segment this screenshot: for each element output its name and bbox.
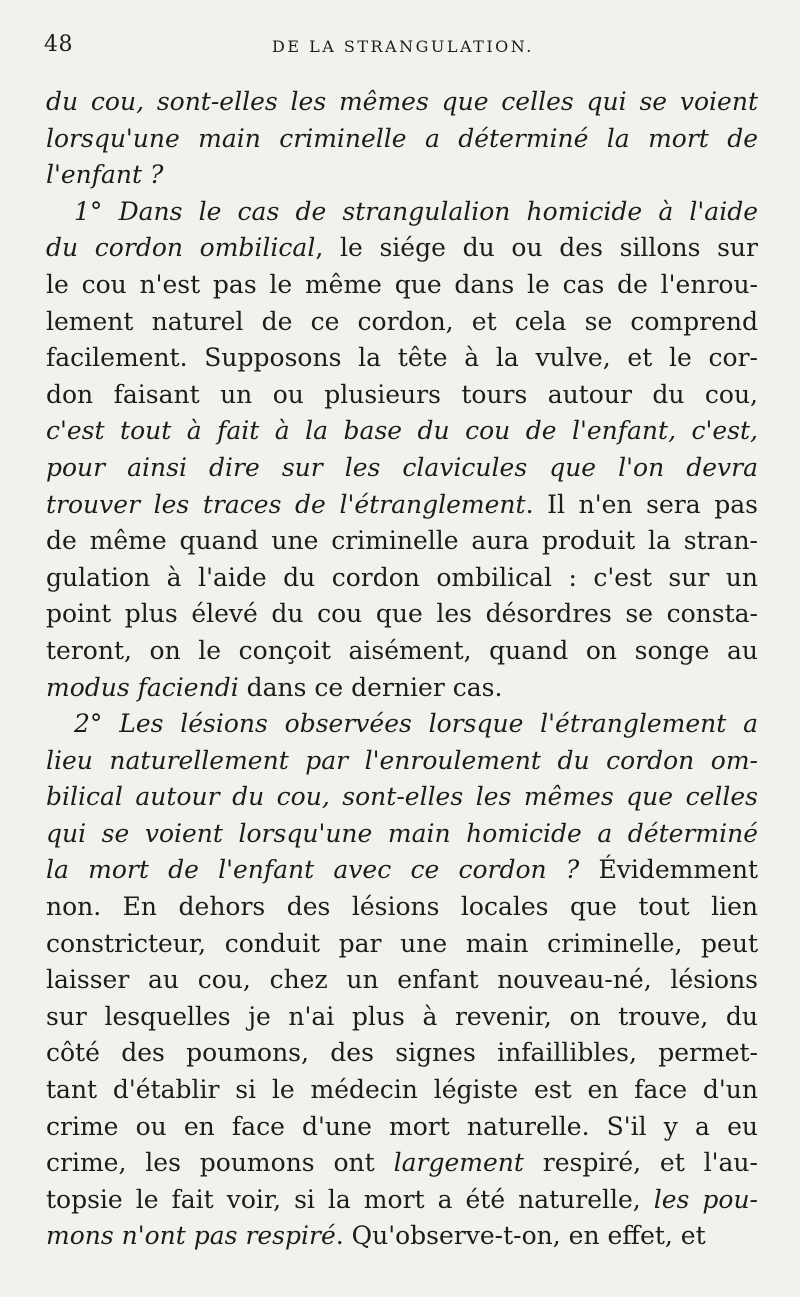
text-line: [46, 962, 758, 999]
text-run: lement naturel de ce cordon, et cela se comprend: [46, 306, 758, 336]
page-number: 48: [44, 32, 73, 57]
text-line: [46, 267, 758, 304]
text-line: [46, 889, 758, 926]
text-line: [46, 450, 758, 487]
text-run: sur lesquelles je n'ai plus à revenir, on trouve, du: [46, 1001, 758, 1031]
italic-run: largement: [393, 1148, 524, 1178]
text-run: , le siége du ou des sillons sur: [315, 233, 758, 263]
italic-run: l'enfant ?: [46, 160, 164, 190]
paragraph: [46, 706, 758, 1255]
text-run: dans ce dernier cas.: [238, 672, 503, 702]
italic-run: du cordon ombilical: [46, 233, 316, 263]
text-run: . Il n'en sera pas: [525, 489, 758, 519]
text-line: [46, 121, 758, 158]
italic-run: modus faciendi: [46, 672, 239, 702]
text-run: gulation à l'aide du cordon ombilical : c'est sur un: [46, 562, 758, 592]
text-line: [46, 670, 758, 707]
paragraph: [46, 84, 758, 194]
text-run: . Qu'observe-t-on, en effet, et: [335, 1221, 706, 1251]
text-line: [46, 157, 758, 194]
text-run: crime ou en face d'une mort naturelle. S'il y a eu: [46, 1111, 758, 1141]
italic-run: lieu naturellement par l'enroulement du cordon om-: [46, 745, 758, 775]
text-line: [46, 816, 758, 853]
italic-run: c'est tout à fait à la base du cou de l'enfant, c'est,: [46, 416, 758, 446]
italic-run: bilical autour du cou, sont-elles les mêmes que celles: [46, 782, 758, 812]
text-run: don faisant un ou plusieurs tours autour du cou,: [46, 379, 758, 409]
text-run: côté des poumons, des signes infaillibles, permet-: [46, 1038, 758, 1068]
italic-run: la mort de l'enfant avec ce cordon ?: [46, 855, 580, 885]
text-run: le cou n'est pas le même que dans le cas de l'enrou-: [46, 269, 758, 299]
paragraph: [46, 194, 758, 706]
text-line: [46, 852, 758, 889]
text-line: [46, 487, 758, 524]
text-run: constricteur, conduit par une main criminelle, peut: [46, 928, 758, 958]
text-line: [46, 633, 758, 670]
text-line: [46, 304, 758, 341]
text-run: de même quand une criminelle aura produit la stran-: [46, 526, 758, 556]
italic-run: qui se voient lorsqu'une main homicide a déterminé: [46, 818, 758, 848]
text-line: [46, 1072, 758, 1109]
text-line: [46, 999, 758, 1036]
page-header: [44, 28, 760, 58]
text-run: crime, les poumons ont: [46, 1148, 394, 1178]
text-line: [46, 340, 758, 377]
text-run: Évidemment: [579, 855, 758, 885]
text-line: [46, 706, 758, 743]
italic-run: pour ainsi dire sur les clavicules que l'on devra: [46, 452, 758, 482]
italic-run: trouver les traces de l'étranglement: [46, 489, 526, 519]
text-run: tant d'établir si le médecin légiste est en face d'un: [46, 1075, 758, 1105]
text-line: [46, 413, 758, 450]
italic-run: 1° Dans le cas de strangulalion homicide à l'aide: [74, 196, 758, 226]
text-run: topsie le fait voir, si la mort a été naturelle,: [46, 1184, 654, 1214]
text-line: [46, 743, 758, 780]
running-title: DE LA STRANGULATION.: [272, 37, 534, 56]
text-line: [46, 1218, 758, 1255]
italic-run: mons n'ont pas respiré: [46, 1221, 336, 1251]
text-line: [46, 1035, 758, 1072]
italic-run: du cou, sont-elles les mêmes que celles qui se voient: [46, 87, 758, 116]
text-line: [46, 779, 758, 816]
text-line: [46, 1109, 758, 1146]
text-line: [46, 1182, 758, 1219]
italic-run: 2° Les lésions observées lorsque l'étranglement a: [74, 709, 758, 739]
text-line: [46, 596, 758, 633]
italic-run: lorsqu'une main criminelle a déterminé la mort de: [46, 123, 758, 153]
body-text: [46, 84, 758, 1255]
text-line: [46, 523, 758, 560]
text-line: [46, 377, 758, 414]
text-run: respiré, et l'au-: [523, 1148, 758, 1178]
text-line: [46, 230, 758, 267]
text-run: facilement. Supposons la tête à la vulve, et le cor-: [46, 343, 758, 373]
text-line: [46, 560, 758, 597]
text-run: teront, on le conçoit aisément, quand on songe au: [46, 635, 758, 665]
text-line: [46, 194, 758, 231]
text-run: laisser au cou, chez un enfant nouveau-né, lésions: [46, 965, 758, 995]
text-run: non. En dehors des lésions locales que tout lien: [46, 892, 758, 922]
italic-run: les pou-: [653, 1184, 758, 1214]
text-line: [46, 1145, 758, 1182]
text-line: [46, 926, 758, 963]
text-line: [46, 84, 758, 121]
text-run: point plus élevé du cou que les désordres se consta-: [46, 599, 758, 629]
